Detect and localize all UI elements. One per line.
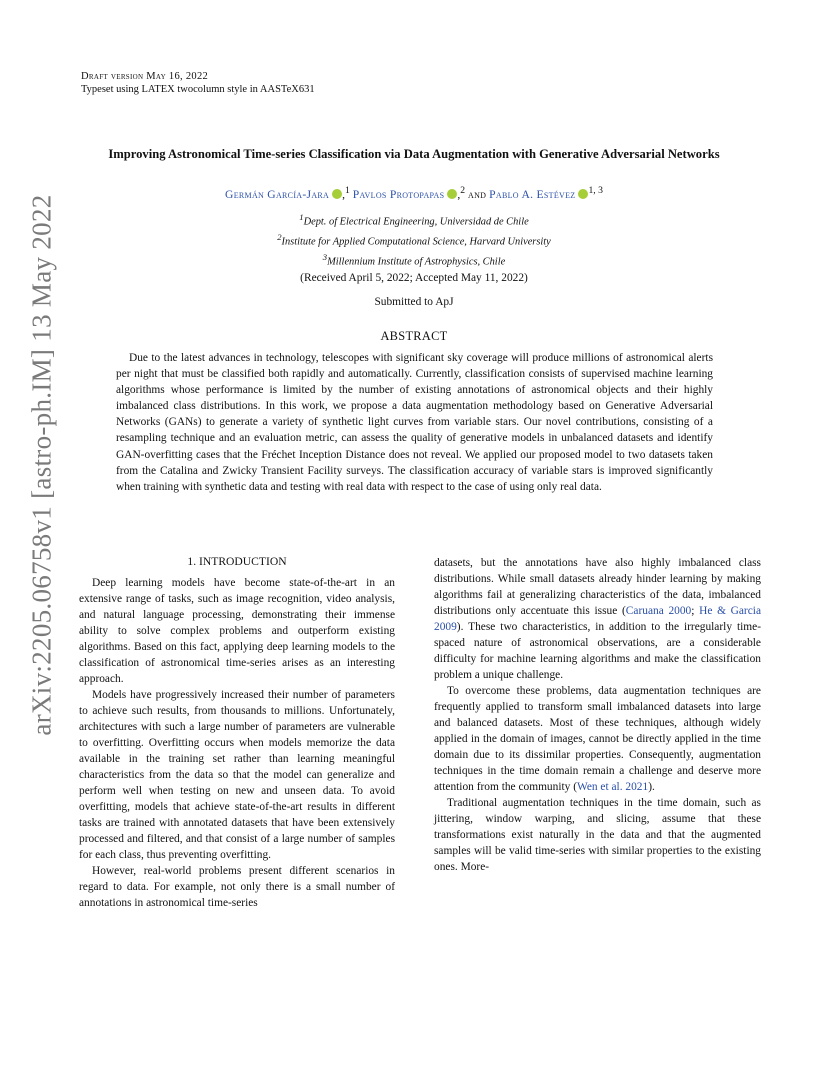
citation-link[interactable]: He & Garcia 2009	[434, 605, 761, 633]
affiliation: $^3$Millennium Institute of Astrophysics, Chile	[322, 252, 506, 268]
left-column	[79, 555, 395, 911]
affiliation: $^2$Institute for Applied Computational Science, Harvard University	[277, 232, 551, 248]
orcid-icon[interactable]	[578, 189, 588, 199]
paragraph: Deep learning models have become state-of-the-art in an extensive range of tasks, such as image recognition, video analysis, and natural language processing, demonstrating their immense ability to solve complex problems and outperform existing algorithms. Based on this fact, applying deep learning models to the classification of astronomical time-series arises as an interesting approach.	[79, 577, 395, 685]
draft-version: Draft version May 16, 2022	[81, 71, 209, 82]
arxiv-identifier: arXiv:2205.06758v1 [astro-ph.IM] 13 May 2022	[26, 194, 57, 736]
author-sup: 2	[460, 185, 466, 196]
right-column	[434, 555, 761, 875]
page-header	[81, 70, 315, 96]
author-sup: 1	[345, 185, 350, 196]
received-dates: (Received April 5, 2022; Accepted May 11, 2022)	[300, 272, 528, 284]
paragraph: To overcome these problems, data augmentation techniques are frequently applied to transform small imbalanced datasets into large and balanced datasets. Most of these techniques, although widely applied in the domain of images, cannot be directly applied in the time domain due to its dissimilar properties. Consequently, augmentation techniques in the time domain remain a challenge and deserve more attention from the community (Wen et al. 2021).	[434, 685, 761, 793]
submitted-to: Submitted to ApJ	[374, 296, 454, 308]
citation-link[interactable]: Caruana 2000	[625, 605, 692, 617]
author-name[interactable]: Pablo A. Estévez	[489, 187, 576, 201]
section-heading: 1. INTRODUCTION	[187, 555, 287, 568]
author-sup: 1, 3	[588, 185, 603, 196]
author-name[interactable]: Pavlos Protopapas	[352, 187, 445, 201]
affiliation: $^1$Dept. of Electrical Engineering, Universidad de Chile	[299, 212, 529, 228]
paragraph: Traditional augmentation techniques in the time domain, such as jittering, window warping, and slicing, assume that these transformations exist naturally in the data and that the augmented samples will be valid time-series with similar properties to the existing ones. More-	[434, 797, 761, 873]
paragraph: However, real-world problems present different scenarios in regard to data. For example, not only there is a small number of annotations in astronomical time-series	[79, 865, 395, 909]
paragraph: Models have progressively increased their number of parameters to achieve such results, from thousands to millions. Unfortunately, architectures with such a large number of parameters are vulnerable to overfitting. Overfitting occurs when models memorize the data available in the training set rather than learning meaningful characteristics from the data so that the model can generalize and perform well when testing on new and unseen data. To avoid overfitting, models that achieve state-of-the-art results in different tasks are trained with annotated datasets that have been extensively processed and filtered, and that consist of a large number of samples for each class, thus preventing overfitting.	[79, 689, 395, 861]
paper-title: Improving Astronomical Time-series Classification via Data Augmentation with Generative Adversarial Networks	[108, 147, 720, 161]
citation-link[interactable]: Wen et al. 2021	[576, 781, 649, 793]
abstract-heading: ABSTRACT	[380, 329, 448, 343]
arxiv-sidebar	[22, 194, 62, 736]
typeset-note: Typeset using LATEX twocolumn style in AASTeX631	[81, 84, 315, 95]
author-name[interactable]: Germán García-Jara	[225, 187, 330, 201]
affiliations	[81, 210, 747, 270]
paragraph: datasets, but the annotations have also highly imbalanced class distributions. While small datasets already hinder learning by making algorithms fail at generalizing characteristics of the data, imbalanced distributions only accentuate this issue (Caruana 2000; He & Garcia 2009). These two characteristics, in addition to the irregularly time-spaced nature of astronomical observations, are a considerable difficulty for machine learning algorithms and make the classification problem a unique challenge.	[434, 557, 761, 681]
orcid-icon[interactable]	[447, 189, 457, 199]
abstract-text: Due to the latest advances in technology, telescopes with significant sky coverage will produce millions of astronomical alerts per night that must be classified both rapidly and automatically. Currently, classification consists of supervised machine learning algorithms whose performance is limited by the number of existing annotations of astronomical objects and their highly imbalanced class distributions. In this work, we propose a data augmentation methodology based on Generative Adversarial Networks (GANs) to generate a variety of synthetic light curves from variable stars. Our novel contributions, consisting of a resampling technique and an evaluation metric, can assess the quality of generative models in unbalanced datasets and identify GAN-overfitting cases that the Fréchet Inception Distance does not reveal. We applied our proposed model to two datasets taken from the Catalina and Zwicky Transient Facility surveys. The classification accuracy of variable stars is improved significantly when training with synthetic data and testing with real data with respect to the case of using only real data.	[116, 352, 713, 493]
orcid-icon[interactable]	[332, 189, 342, 199]
author-conjunction: and	[468, 187, 487, 201]
author-list: Germán García-Jara ,$^1$ Pavlos Protopapas ,$^2$ and Pablo A. Estévez $^{1, 3}$	[225, 185, 603, 201]
